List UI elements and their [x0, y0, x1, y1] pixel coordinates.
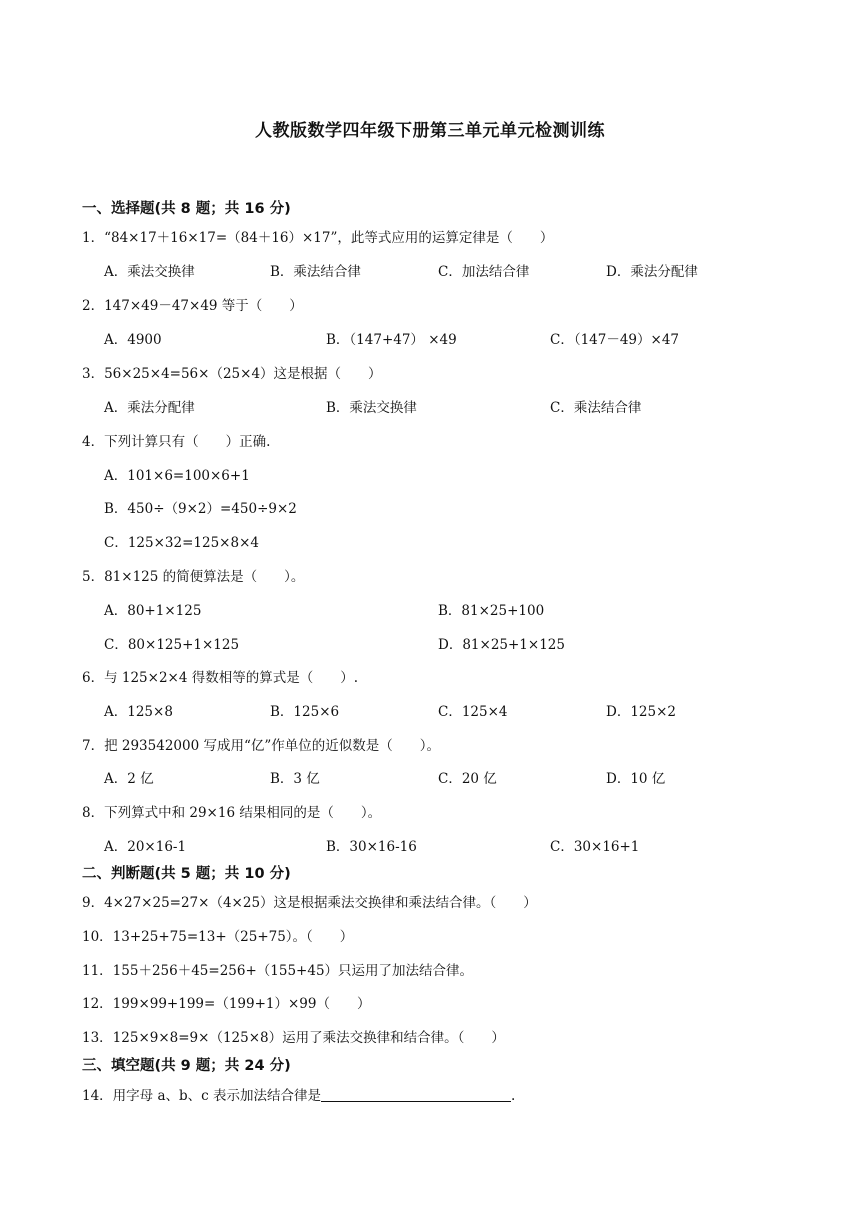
q4-option-c: C．125×32=125×8×4 [104, 535, 259, 551]
question-14 [82, 1084, 515, 1104]
q1-option-b: B．乘法结合律 [270, 264, 361, 280]
q6-option-a: A．125×8 [104, 704, 173, 720]
q6-option-d: D．125×2 [606, 704, 676, 720]
q3-option-a: A．乘法分配律 [104, 400, 195, 416]
question-14-end: . [511, 1088, 516, 1104]
question-5: 5．81×125 的简便算法是（ ）。 [82, 569, 305, 585]
section-heading-fill: 三、填空题(共 9 题；共 24 分) [82, 1058, 291, 1074]
q5-option-a: A．80+1×125 [104, 603, 202, 619]
question-3: 3．56×25×4=56×（25×4）这是根据（ ） [82, 366, 382, 382]
page-title: 人教版数学四年级下册第三单元单元检测训练 [255, 121, 605, 141]
q6-option-b: B．125×6 [270, 704, 340, 720]
q8-option-b: B．30×16-16 [326, 839, 417, 855]
q2-option-b: B．（147+47） ×49 [326, 332, 457, 348]
section-heading-judge: 二、判断题(共 5 题；共 10 分) [82, 866, 291, 882]
q3-option-b: B．乘法交换律 [326, 400, 417, 416]
q8-option-a: A．20×16-1 [104, 839, 187, 855]
question-8: 8．下列算式中和 29×16 结果相同的是（ ）。 [82, 805, 382, 821]
q1-option-a: A．乘法交换律 [104, 264, 195, 280]
section-heading-choice: 一、选择题(共 8 题；共 16 分) [82, 201, 291, 217]
q8-option-c: C．30×16+1 [550, 839, 640, 855]
q7-option-d: D．10 亿 [606, 771, 666, 787]
q2-option-a: A．4900 [104, 332, 162, 348]
question-6: 6．与 125×2×4 得数相等的算式是（ ）. [82, 670, 359, 686]
question-13: 13．125×9×8=9×（125×8）运用了乘法交换律和结合律。（ ） [82, 1030, 505, 1046]
answer-blank[interactable] [321, 1087, 511, 1102]
q1-option-c: C．加法结合律 [438, 264, 530, 280]
q7-option-c: C．20 亿 [438, 771, 497, 787]
q5-option-b: B．81×25+100 [438, 603, 545, 619]
question-10: 10．13+25+75=13+（25+75）。（ ） [82, 929, 354, 945]
question-7: 7．把 293542000 写成用“亿”作单位的近似数是（ ）。 [82, 738, 441, 754]
question-2: 2．147×49－47×49 等于（ ） [82, 298, 303, 314]
q4-option-b: B．450÷（9×2）=450÷9×2 [104, 501, 297, 517]
q4-option-a: A．101×6=100×6+1 [104, 468, 250, 484]
q2-option-c: C．（147－49）×47 [550, 332, 680, 348]
question-11: 11．155＋256＋45=256+（155+45）只运用了加法结合律。 [82, 963, 474, 979]
q1-option-d: D．乘法分配律 [606, 264, 698, 280]
q7-option-a: A．2 亿 [104, 771, 154, 787]
q5-option-d: D．81×25+1×125 [438, 637, 565, 653]
question-4: 4．下列计算只有（ ）正确. [82, 434, 271, 450]
question-14-text: 14．用字母 a、b、c 表示加法结合律是 [82, 1088, 322, 1104]
q6-option-c: C．125×4 [438, 704, 508, 720]
q5-option-c: C．80×125+1×125 [104, 637, 240, 653]
question-1: 1．“84×17＋16×17=（84＋16）×17”，此等式应用的运算定律是（ ） [82, 230, 554, 246]
question-9: 9．4×27×25=27×（4×25）这是根据乘法交换律和乘法结合律。（ ） [82, 895, 537, 911]
q3-option-c: C．乘法结合律 [550, 400, 642, 416]
q7-option-b: B．3 亿 [270, 771, 320, 787]
question-12: 12．199×99+199=（199+1）×99（ ） [82, 996, 371, 1012]
